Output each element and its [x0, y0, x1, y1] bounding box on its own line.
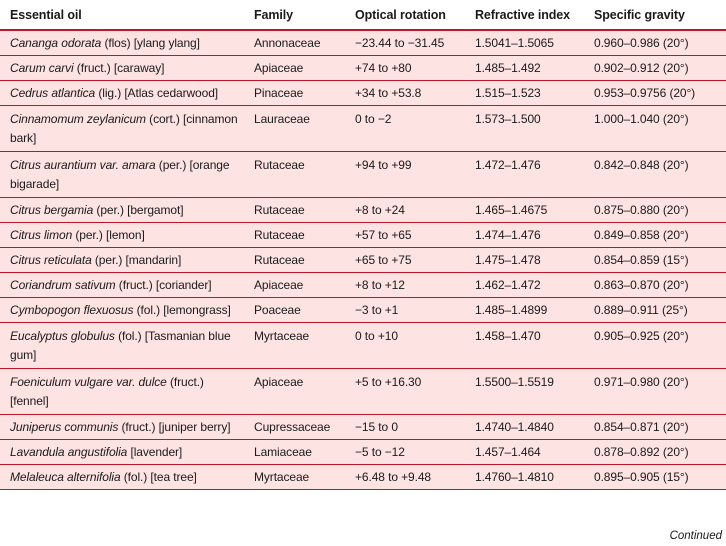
cell-optical-rotation: +74 to +80 — [345, 56, 465, 81]
table-row — [0, 369, 726, 415]
plant-part-and-common-name: (lig.) [Atlas cedarwood] — [95, 86, 219, 100]
table-row — [0, 273, 726, 298]
cell-family: Rutaceae — [244, 198, 345, 223]
column-header-essential-oil: Essential oil — [0, 0, 244, 30]
cell-family: Myrtaceae — [244, 323, 345, 369]
cell-optical-rotation: +34 to +53.8 — [345, 81, 465, 106]
cell-refractive-index: 1.457–1.464 — [465, 440, 586, 465]
cell-essential-oil — [0, 298, 244, 323]
cell-specific-gravity: 0.854–0.871 (20°) — [586, 415, 726, 440]
column-header-refractive-index: Refractive index — [465, 0, 586, 30]
cell-specific-gravity: 0.875–0.880 (20°) — [586, 198, 726, 223]
cell-essential-oil — [0, 415, 244, 440]
species-name: Cedrus atlantica — [10, 86, 96, 100]
plant-part-and-common-name: (fruct.) [caraway] — [73, 61, 165, 75]
cell-refractive-index: 1.462–1.472 — [465, 273, 586, 298]
species-name: Citrus limon — [10, 228, 73, 242]
continued-note: Continued — [669, 530, 722, 542]
table-row — [0, 152, 726, 198]
cell-family: Cupressaceae — [244, 415, 345, 440]
cell-optical-rotation: −3 to +1 — [345, 298, 465, 323]
cell-refractive-index: 1.573–1.500 — [465, 106, 586, 152]
cell-optical-rotation: −23.44 to −31.45 — [345, 30, 465, 56]
plant-part-and-common-name: (cort.) [cinnamon bark] — [10, 112, 238, 145]
cell-specific-gravity: 0.895–0.905 (15°) — [586, 465, 726, 490]
species-name: Citrus bergamia — [10, 203, 94, 217]
plant-part-and-common-name: (per.) [mandarin] — [91, 253, 182, 267]
species-name: Cinnamomum zeylanicum — [10, 112, 146, 126]
cell-family: Annonaceae — [244, 30, 345, 56]
cell-essential-oil — [0, 81, 244, 106]
species-name: Juniperus communis — [10, 420, 119, 434]
table-row — [0, 56, 726, 81]
cell-essential-oil — [0, 273, 244, 298]
cell-refractive-index: 1.515–1.523 — [465, 81, 586, 106]
cell-specific-gravity: 0.905–0.925 (20°) — [586, 323, 726, 369]
cell-specific-gravity: 1.000–1.040 (20°) — [586, 106, 726, 152]
cell-refractive-index: 1.5041–1.5065 — [465, 30, 586, 56]
cell-specific-gravity: 0.971–0.980 (20°) — [586, 369, 726, 415]
cell-essential-oil — [0, 198, 244, 223]
cell-essential-oil — [0, 30, 244, 56]
plant-part-and-common-name: (fruct.) [juniper berry] — [118, 420, 231, 434]
cell-essential-oil — [0, 323, 244, 369]
cell-essential-oil — [0, 152, 244, 198]
table-row — [0, 81, 726, 106]
species-name: Citrus reticulata — [10, 253, 92, 267]
cell-specific-gravity: 0.842–0.848 (20°) — [586, 152, 726, 198]
cell-refractive-index: 1.475–1.478 — [465, 248, 586, 273]
cell-family: Rutaceae — [244, 223, 345, 248]
plant-part-and-common-name: (flos) [ylang ylang] — [101, 36, 200, 50]
table-row — [0, 415, 726, 440]
table-row — [0, 440, 726, 465]
species-name: Melaleuca alternifolia — [10, 470, 121, 484]
cell-optical-rotation: +8 to +24 — [345, 198, 465, 223]
cell-optical-rotation: +6.48 to +9.48 — [345, 465, 465, 490]
cell-specific-gravity: 0.953–0.9756 (20°) — [586, 81, 726, 106]
species-name: Foeniculum vulgare var. dulce — [10, 375, 167, 389]
cell-family: Myrtaceae — [244, 465, 345, 490]
cell-optical-rotation: 0 to +10 — [345, 323, 465, 369]
cell-essential-oil — [0, 248, 244, 273]
cell-essential-oil — [0, 56, 244, 81]
plant-part-and-common-name: (fruct.) [coriander] — [115, 278, 212, 292]
species-name: Coriandrum sativum — [10, 278, 116, 292]
cell-optical-rotation: +57 to +65 — [345, 223, 465, 248]
table-row — [0, 106, 726, 152]
cell-family: Lamiaceae — [244, 440, 345, 465]
cell-refractive-index: 1.4760–1.4810 — [465, 465, 586, 490]
cell-optical-rotation: −15 to 0 — [345, 415, 465, 440]
cell-family: Rutaceae — [244, 152, 345, 198]
column-header-specific-gravity: Specific gravity — [586, 0, 726, 30]
table-row — [0, 223, 726, 248]
cell-family: Apiaceae — [244, 369, 345, 415]
species-name: Cymbopogon flexuosus — [10, 303, 134, 317]
cell-essential-oil — [0, 106, 244, 152]
cell-refractive-index: 1.465–1.4675 — [465, 198, 586, 223]
cell-specific-gravity: 0.863–0.870 (20°) — [586, 273, 726, 298]
table-body — [0, 30, 726, 490]
cell-essential-oil — [0, 440, 244, 465]
cell-refractive-index: 1.5500–1.5519 — [465, 369, 586, 415]
table-row — [0, 248, 726, 273]
column-header-optical-rotation: Optical rotation — [345, 0, 465, 30]
cell-optical-rotation: 0 to −2 — [345, 106, 465, 152]
cell-refractive-index: 1.472–1.476 — [465, 152, 586, 198]
species-name: Lavandula angustifolia — [10, 445, 128, 459]
cell-specific-gravity: 0.902–0.912 (20°) — [586, 56, 726, 81]
table-header-row — [0, 0, 726, 30]
plant-part-and-common-name: (per.) [bergamot] — [93, 203, 184, 217]
cell-refractive-index: 1.4740–1.4840 — [465, 415, 586, 440]
cell-specific-gravity: 0.878–0.892 (20°) — [586, 440, 726, 465]
cell-optical-rotation: +65 to +75 — [345, 248, 465, 273]
cell-family: Apiaceae — [244, 273, 345, 298]
cell-family: Apiaceae — [244, 56, 345, 81]
cell-optical-rotation: +94 to +99 — [345, 152, 465, 198]
cell-family: Poaceae — [244, 298, 345, 323]
plant-part-and-common-name: (fol.) [Tasmanian blue gum] — [10, 329, 231, 362]
cell-refractive-index: 1.485–1.4899 — [465, 298, 586, 323]
cell-refractive-index: 1.458–1.470 — [465, 323, 586, 369]
cell-optical-rotation: +8 to +12 — [345, 273, 465, 298]
cell-essential-oil — [0, 369, 244, 415]
plant-part-and-common-name: (fol.) [lemongrass] — [133, 303, 231, 317]
cell-specific-gravity: 0.960–0.986 (20°) — [586, 30, 726, 56]
cell-family: Lauraceae — [244, 106, 345, 152]
cell-specific-gravity: 0.854–0.859 (15°) — [586, 248, 726, 273]
plant-part-and-common-name: (fruct.) [fennel] — [10, 375, 204, 408]
cell-refractive-index: 1.474–1.476 — [465, 223, 586, 248]
cell-essential-oil — [0, 223, 244, 248]
species-name: Citrus aurantium var. amara — [10, 158, 156, 172]
cell-optical-rotation: −5 to −12 — [345, 440, 465, 465]
cell-essential-oil — [0, 465, 244, 490]
species-name: Carum carvi — [10, 61, 74, 75]
species-name: Eucalyptus globulus — [10, 329, 115, 343]
plant-part-and-common-name: [lavender] — [127, 445, 183, 459]
table-row — [0, 465, 726, 490]
cell-family: Rutaceae — [244, 248, 345, 273]
column-header-family: Family — [244, 0, 345, 30]
cell-refractive-index: 1.485–1.492 — [465, 56, 586, 81]
table-row — [0, 30, 726, 56]
cell-specific-gravity: 0.889–0.911 (25°) — [586, 298, 726, 323]
plant-part-and-common-name: (per.) [lemon] — [72, 228, 145, 242]
plant-part-and-common-name: (per.) [orange bigarade] — [10, 158, 230, 191]
plant-part-and-common-name: (fol.) [tea tree] — [120, 470, 197, 484]
cell-specific-gravity: 0.849–0.858 (20°) — [586, 223, 726, 248]
cell-optical-rotation: +5 to +16.30 — [345, 369, 465, 415]
table-row — [0, 298, 726, 323]
table-row — [0, 198, 726, 223]
cell-family: Pinaceae — [244, 81, 345, 106]
table-row — [0, 323, 726, 369]
species-name: Cananga odorata — [10, 36, 102, 50]
